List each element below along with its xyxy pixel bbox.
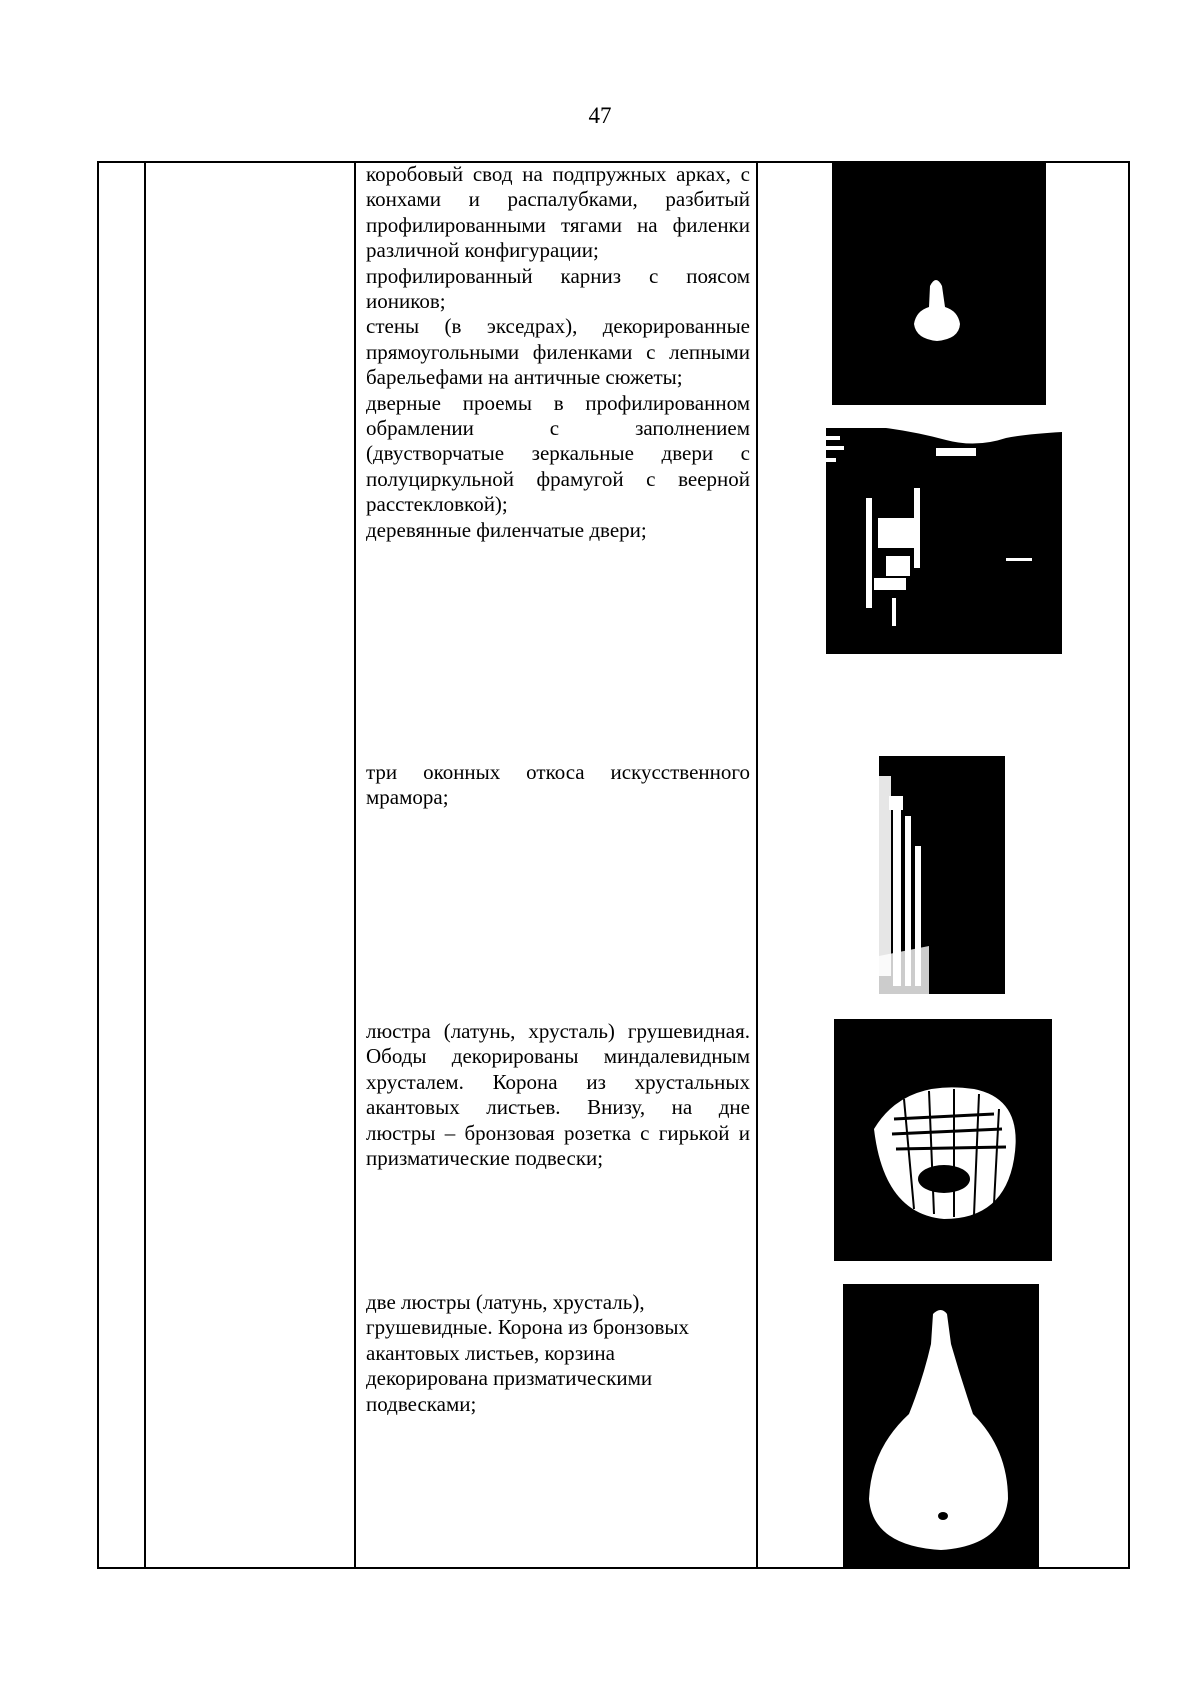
text-line: (двустворчатые зеркальные двери с bbox=[366, 441, 750, 466]
text-line: иоников; bbox=[366, 289, 446, 314]
description-block-4 bbox=[366, 1290, 726, 1417]
column-divider-1 bbox=[144, 161, 146, 1569]
window-slope-photo bbox=[879, 756, 1005, 994]
chandelier-detail-photo bbox=[834, 1019, 1052, 1261]
text-line: люстры – бронзовая розетка с гирькой и bbox=[366, 1120, 750, 1145]
text-line: стены (в экседрах), декорированные bbox=[366, 314, 750, 339]
ceiling-chandelier-photo bbox=[832, 161, 1046, 405]
text-line: подвесками; bbox=[366, 1391, 477, 1416]
text-line: две люстры (латунь, хрусталь), bbox=[366, 1290, 645, 1314]
text-line: профилированными тягами на филенки bbox=[366, 212, 750, 237]
text-line: расстекловкой); bbox=[366, 492, 508, 517]
chandelier-bowl-shape-icon bbox=[834, 1019, 1052, 1261]
text-line: призматические подвески; bbox=[366, 1146, 604, 1171]
description-block-3 bbox=[366, 1019, 750, 1171]
text-line: мрамора; bbox=[366, 785, 449, 810]
pear-chandelier-photo bbox=[843, 1284, 1039, 1568]
page-number: 47 bbox=[588, 103, 612, 128]
text-line: Ободы декорированы миндалевидным bbox=[366, 1044, 750, 1069]
doorway-shape-icon bbox=[826, 428, 1062, 654]
description-block-1 bbox=[366, 162, 750, 543]
doorway-photo bbox=[826, 428, 1062, 654]
text-line: деревянные филенчатые двери; bbox=[366, 517, 647, 542]
text-line: дверные проемы в профилированном bbox=[366, 390, 750, 415]
text-line: декорирована призматическими bbox=[366, 1366, 653, 1391]
window-slope-shape-icon bbox=[879, 756, 1005, 994]
column-divider-2 bbox=[354, 161, 356, 1569]
text-line: хрусталем. Корона из хрустальных bbox=[366, 1069, 750, 1094]
pear-chandelier-shape-icon bbox=[843, 1284, 1039, 1568]
description-block-2 bbox=[366, 760, 750, 811]
text-line: обрамлении с заполнением bbox=[366, 416, 750, 441]
text-line: акантовых листьев. Внизу, на дне bbox=[366, 1095, 750, 1120]
text-line: полуциркульной фрамугой с веерной bbox=[366, 466, 750, 491]
text-line: различной конфигурации; bbox=[366, 238, 599, 263]
chandelier-shape-icon bbox=[832, 161, 1046, 405]
text-line: люстра (латунь, хрусталь) грушевидная. bbox=[366, 1019, 750, 1043]
text-line: три оконных откоса искусственного bbox=[366, 760, 750, 784]
text-line: конхами и распалубками, разбитый bbox=[366, 187, 750, 212]
text-line: акантовых листьев, корзина bbox=[366, 1340, 615, 1365]
text-line: коробовый свод на подпружных арках, с bbox=[366, 162, 750, 186]
text-line: профилированный карниз с поясом bbox=[366, 263, 750, 288]
text-line: грушевидные. Корона из бронзовых bbox=[366, 1315, 690, 1340]
text-line: барельефами на античные сюжеты; bbox=[366, 365, 683, 390]
text-line: прямоугольными филенками с лепными bbox=[366, 339, 750, 364]
column-divider-3 bbox=[756, 161, 758, 1569]
